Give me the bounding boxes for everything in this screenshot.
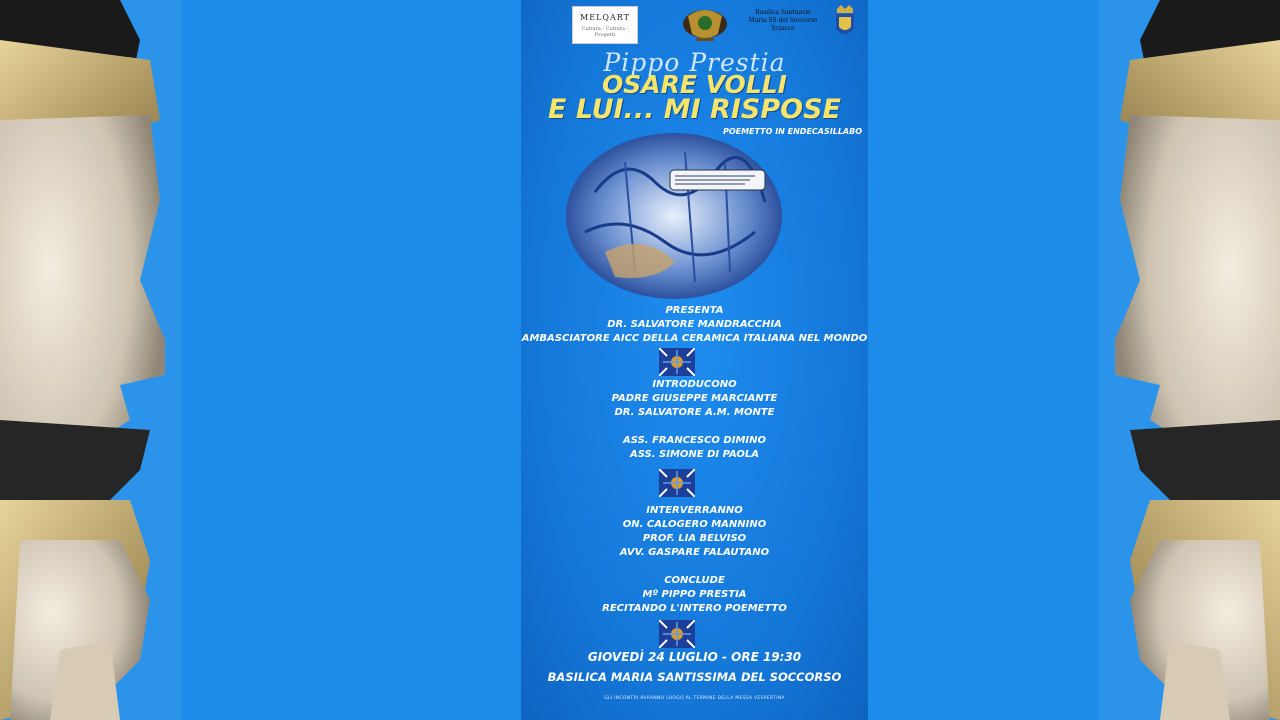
interverranno-section: INTERVERRANNO ON. CALOGERO MANNINO PROF. LIA BELVISO AVV. GASPARE FALAUTANO xyxy=(619,505,770,558)
basilica-crest-icon xyxy=(678,6,733,44)
title-line-2: E LUI... MI RISPOSE xyxy=(548,94,841,125)
basilica-name: Basilica Santuario Maria SS del Soccorso Sciacca xyxy=(748,9,818,32)
author-name: Pippo Prestia xyxy=(603,48,786,77)
event-date: GIOVEDÌ 24 LUGLIO - ORE 19:30 xyxy=(587,650,802,664)
conclude-section: CONCLUDE Mº PIPPO PRESTIA RECITANDO L'INTERO POEMETTO xyxy=(602,575,787,614)
assessori-section: ASS. FRANCESCO DIMINO ASS. SIMONE DI PAOLA xyxy=(623,435,766,460)
right-statue-image xyxy=(1098,0,1280,720)
left-statue-image xyxy=(0,0,182,720)
footnote: GLI INCONTRI AVRANNO LUOGO AL TERMINE DELLA MESSA VESPERTINA xyxy=(604,696,785,701)
sponsor-logos xyxy=(521,3,868,43)
melqart-logo: MELQART Cultura - Cultura - Progetti xyxy=(572,6,638,44)
presenta-section: PRESENTA DR. SALVATORE MANDRACCHIA AMBASCIATORE AICC DELLA CERAMICA ITALIANA NEL MONDO xyxy=(521,305,868,344)
event-poster xyxy=(521,0,868,720)
event-place: BASILICA MARIA SANTISSIMA DEL SOCCORSO xyxy=(547,670,842,684)
subtitle: POEMETTO IN ENDECASILLABO xyxy=(722,127,862,136)
introducono-section: INTRODUCONO PADRE GIUSEPPE MARCIANTE DR. SALVATORE A.M. MONTE xyxy=(611,379,778,418)
town-coat-of-arms-icon xyxy=(833,5,857,41)
majolica-tile-icon xyxy=(659,348,695,376)
ceramic-medallion-image xyxy=(565,132,783,300)
majolica-tile-icon xyxy=(659,620,695,648)
majolica-tile-icon xyxy=(659,469,695,497)
title-line-1: OSARE VOLLI xyxy=(602,70,787,99)
